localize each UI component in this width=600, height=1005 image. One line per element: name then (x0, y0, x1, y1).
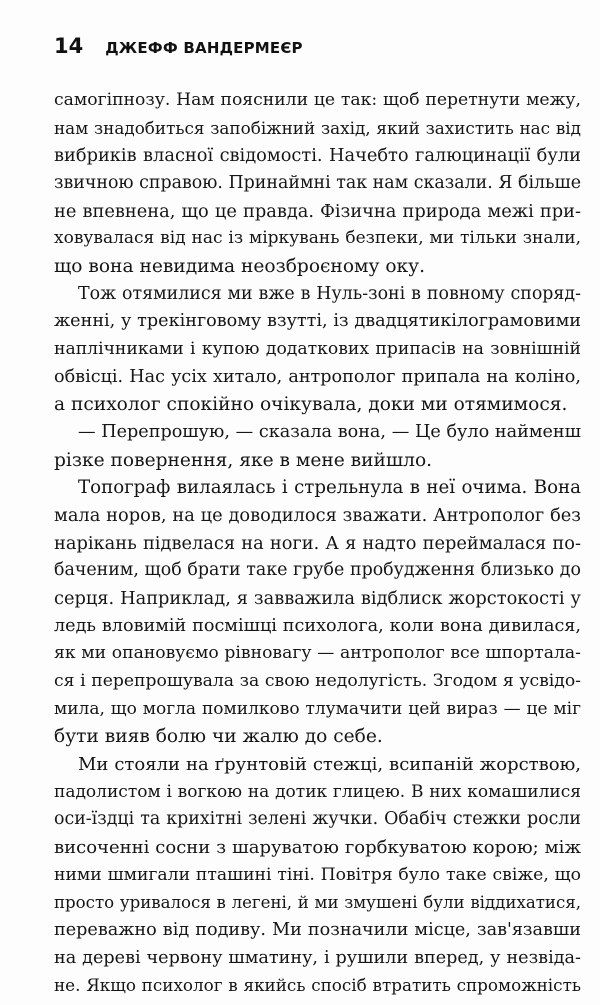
text-line: наплічниками і купою додаткових припасів на зовнішній (54, 339, 581, 359)
text-line: не впевнена, що це правда. Фізична природа межі при- (54, 200, 581, 222)
page-header (54, 34, 303, 58)
text-line: Топограф вилаялась і стрельнула в неї очима. Вона (78, 477, 581, 499)
text-line: різке повернення, яке в мене вийшло. (54, 449, 433, 471)
text-line: як ми опановуємо рівновагу — антрополог все шпорталa- (54, 643, 581, 664)
text-line: височенні сосни з шаруватою горбкуватою корою; між (54, 837, 581, 858)
text-line: нарікань підвелася на ноги. А я надто переймалася по- (54, 532, 581, 554)
text-line: просто уривалося в легені, й ми змушені були віддихатися, (54, 893, 581, 913)
text-line: звичною справою. Принаймні так нам сказали. Я більше (54, 173, 581, 193)
text-line: а психолог спокійно очікувала, доки ми отямимося. (54, 394, 568, 416)
text-line: бути вияв болю чи жалю до себе. (54, 726, 383, 748)
text-line: обвісці. Нас усіх хитало, антрополог припала на коліно, (54, 366, 581, 387)
text-line: оси-їздці та крихітні зелені жучки. Обабіч стежки росли (54, 809, 581, 830)
text-line: Ми стояли на ґрунтовій стежці, всипаній жорствою, (78, 754, 581, 775)
text-line: ховувалася від нас із міркувань безпеки, ми тільки знали, (54, 228, 581, 249)
text-line: баченим, щоб брати таке грубе пробудження близько до (54, 560, 581, 581)
text-line: серця. Наприклад, я завважила відблиск жорстокості у (54, 588, 581, 609)
text-line: що вона невидима неозброєному оку. (54, 256, 426, 277)
text-line: самогіпнозу. Нам пояснили це так: щоб перетнути межу, (54, 90, 581, 110)
text-line: Тож отямилися ми вже в Нуль-зоні в повному споряд- (78, 283, 581, 304)
running-head-author: ДЖЕФФ ВАНДЕРМЕЄР (105, 39, 303, 57)
text-line: на дереві червону шматину, і рушили вперед, у незвіда- (54, 947, 581, 968)
text-line: нам знадобиться запобіжний захід, який захистить нас від (54, 117, 581, 138)
text-line: вибриків власної свідомості. Начебто галюцинації були (54, 145, 581, 167)
text-line: не. Якщо психолог в якийсь спосіб втратить спроможність (54, 975, 581, 996)
text-line: женні, у трекінговому взутті, із двадцятикілограмовими (54, 311, 581, 332)
text-line: мала норов, на це доводилося зважати. Антрополог без (54, 505, 581, 526)
text-line: мила, що могла помилково тлумачити цей вираз — це міг (54, 698, 581, 719)
text-line: ледь вловимій посмішці психолога, коли вона дивилася, (54, 615, 581, 636)
text-line: ся і перепрошувала за свою недолугість. Згодом я усвідо- (54, 671, 581, 691)
text-line: переважно від подиву. Ми позначили місце, зав'язавши (54, 920, 581, 940)
text-line: ними шмигали пташині тіні. Повітря було таке свіже, що (54, 864, 581, 885)
text-line: падолистом і вогкою на дотик глицею. В них комашилися (54, 781, 581, 802)
text-line: — Перепрошую, — сказала вона, — Це було найменш (78, 422, 581, 442)
page-number: 14 (54, 34, 84, 58)
